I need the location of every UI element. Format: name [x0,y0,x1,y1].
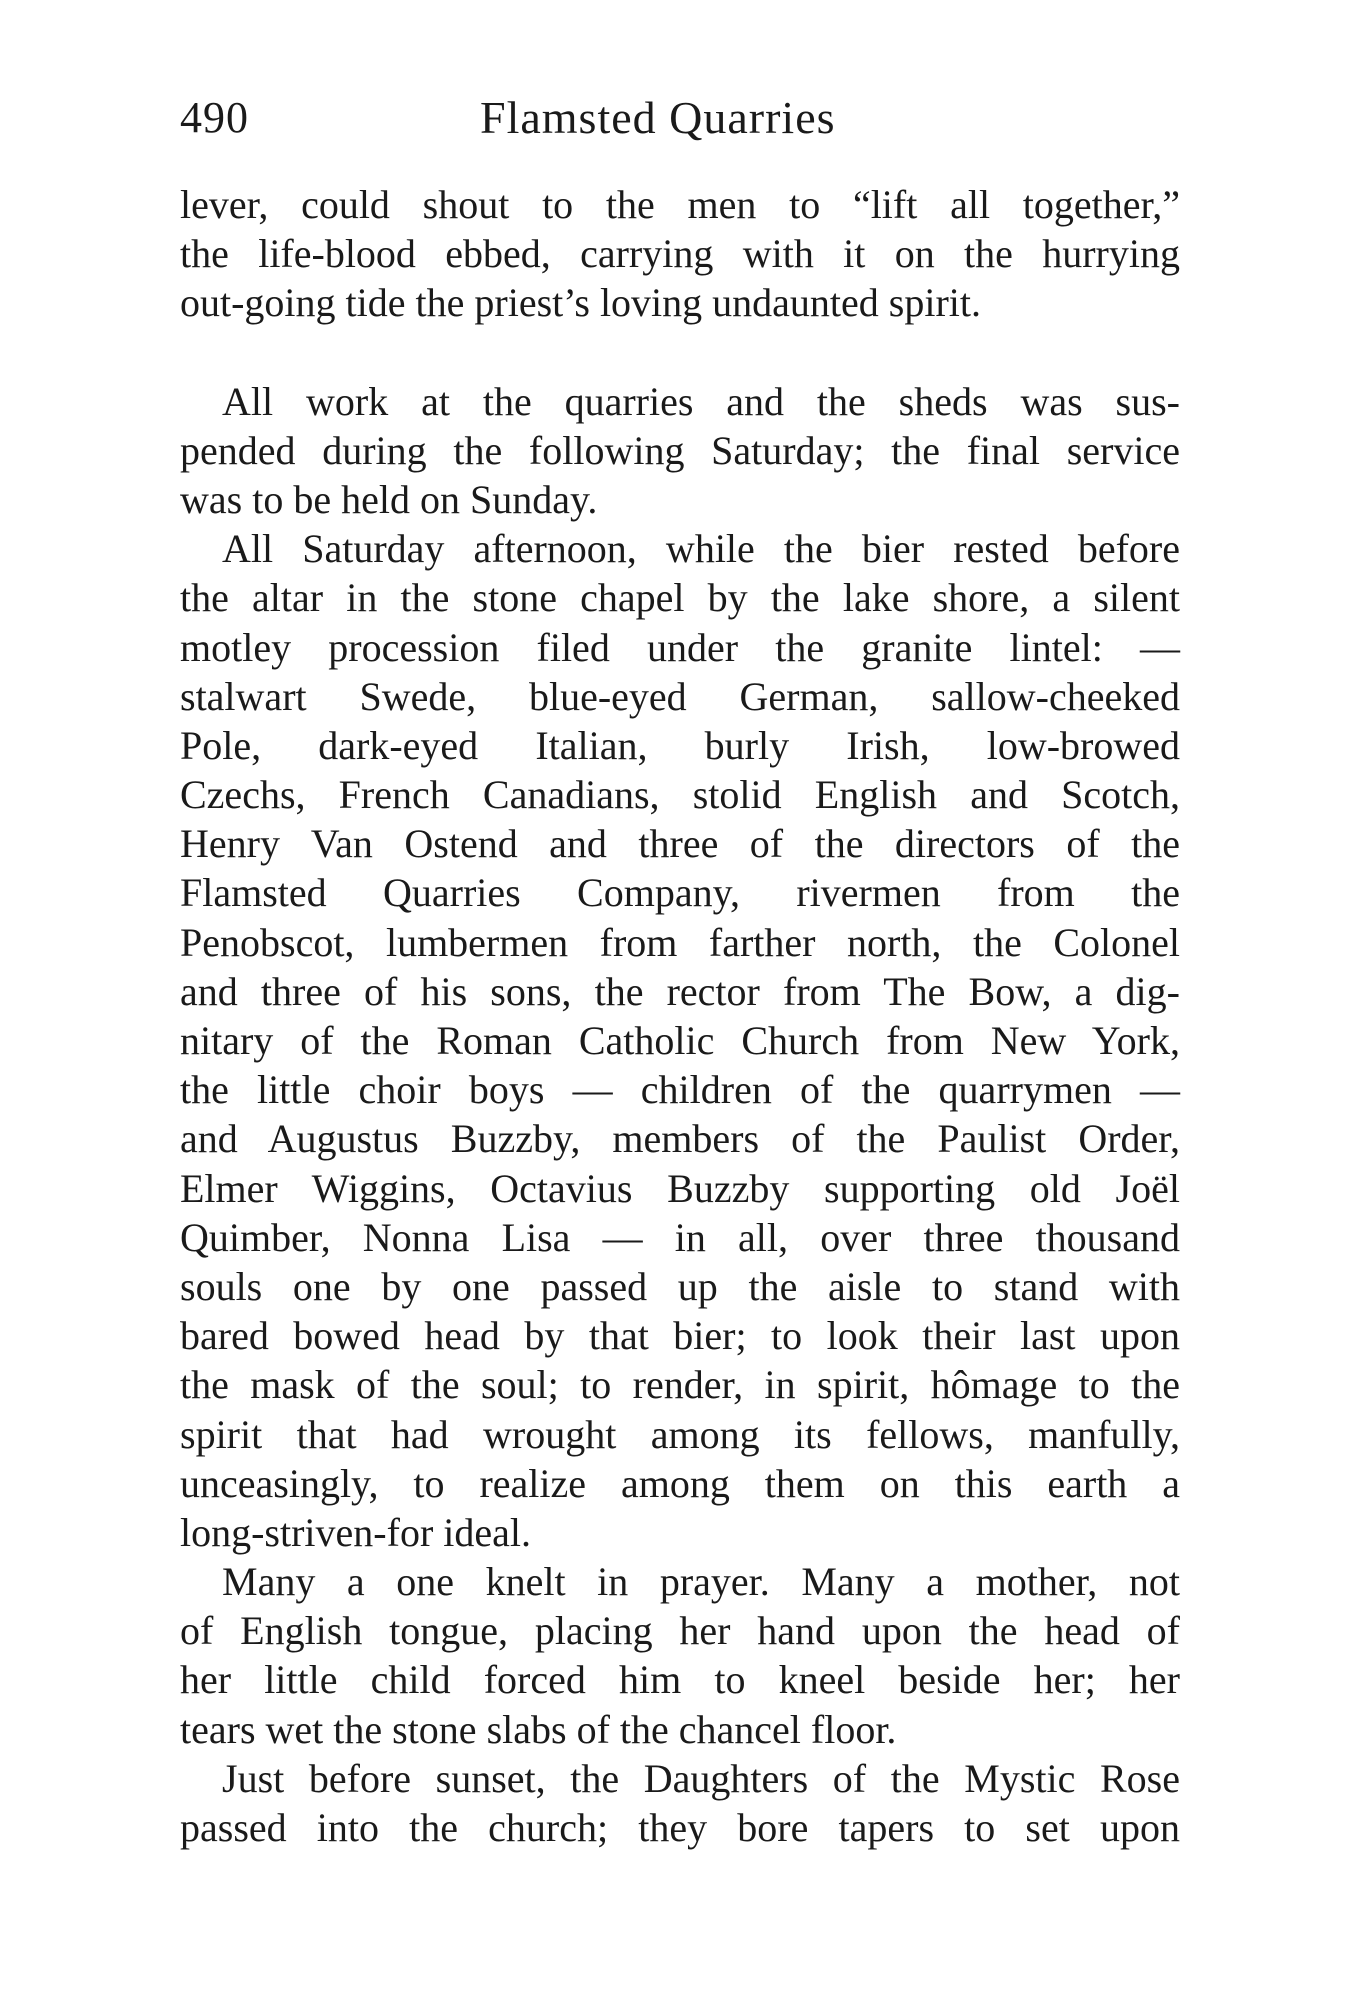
paragraph-1 [180,180,1180,328]
text-line: spirit that had wrought among its fellows, manfully, [180,1411,1180,1457]
page-number: 490 [180,93,249,142]
text-line: the altar in the stone chapel by the lake shore, a silent [180,575,1180,621]
text-line: Just before sunset, the Daughters of the Mystic Rose [222,1755,1180,1801]
text-line: motley procession filed under the granite lintel: — [180,624,1180,670]
paragraph-2 [180,377,1180,525]
text-line: was to be held on Sunday. [180,476,598,522]
text-line: the little choir boys — children of the quarrymen — [180,1067,1180,1113]
text-line: souls one by one passed up the aisle to stand with [180,1263,1180,1309]
text-line: of English tongue, placing her hand upon the head of [180,1608,1180,1654]
text-line: Many a one knelt in prayer. Many a mother, not [222,1559,1180,1605]
text-line: out-going tide the priest’s loving undaunted spirit. [180,280,982,326]
text-line: All Saturday afternoon, while the bier rested before [222,526,1180,572]
text-line: lever, could shout to the men to “lift all together,” [180,182,1180,227]
paragraph-3 [180,524,1180,1557]
paragraph-5 [180,1754,1180,1852]
text-line: nitary of the Roman Catholic Church from New York, [180,1018,1180,1063]
text-line: bared bowed head by that bier; to look their last upon [180,1313,1180,1359]
text-line: Flamsted Quarries Company, rivermen from the [180,870,1180,916]
text-line: pended during the following Saturday; the final service [180,427,1180,473]
running-head [180,88,1180,148]
text-line: Czechs, French Canadians, stolid English and Scotch, [180,772,1180,818]
paragraph-4 [180,1557,1180,1754]
text-line: Henry Van Ostend and three of the directors of the [180,821,1180,867]
running-title: Flamsted Quarries [480,92,836,143]
text-line: stalwart Swede, blue-eyed German, sallow-cheeked [180,673,1180,719]
section-break [180,328,1180,377]
text-line: long-striven-for ideal. [180,1509,531,1555]
text-line: tears wet the stone slabs of the chancel floor. [180,1706,897,1752]
text-line: the life-blood ebbed, carrying with it on the hurrying [180,231,1180,277]
text-line: and three of his sons, the rector from The Bow, a dig- [180,968,1180,1014]
text-line: unceasingly, to realize among them on this earth a [180,1460,1180,1506]
text-line: the mask of the soul; to render, in spirit, hômage to the [180,1362,1180,1408]
text-line: Penobscot, lumbermen from farther north, the Colonel [180,919,1180,965]
text-line: and Augustus Buzzby, members of the Paulist Order, [180,1116,1180,1162]
body-text [180,180,1180,1852]
text-line: Quimber, Nonna Lisa — in all, over three thousand [180,1214,1180,1260]
text-line: Elmer Wiggins, Octavius Buzzby supporting old Joël [180,1165,1180,1211]
text-line: All work at the quarries and the sheds was sus- [222,378,1180,424]
text-line: passed into the church; they bore tapers to set upon [180,1805,1180,1850]
text-line: Pole, dark-eyed Italian, burly Irish, low-browed [180,722,1180,768]
text-line: her little child forced him to kneel beside her; her [180,1657,1180,1703]
